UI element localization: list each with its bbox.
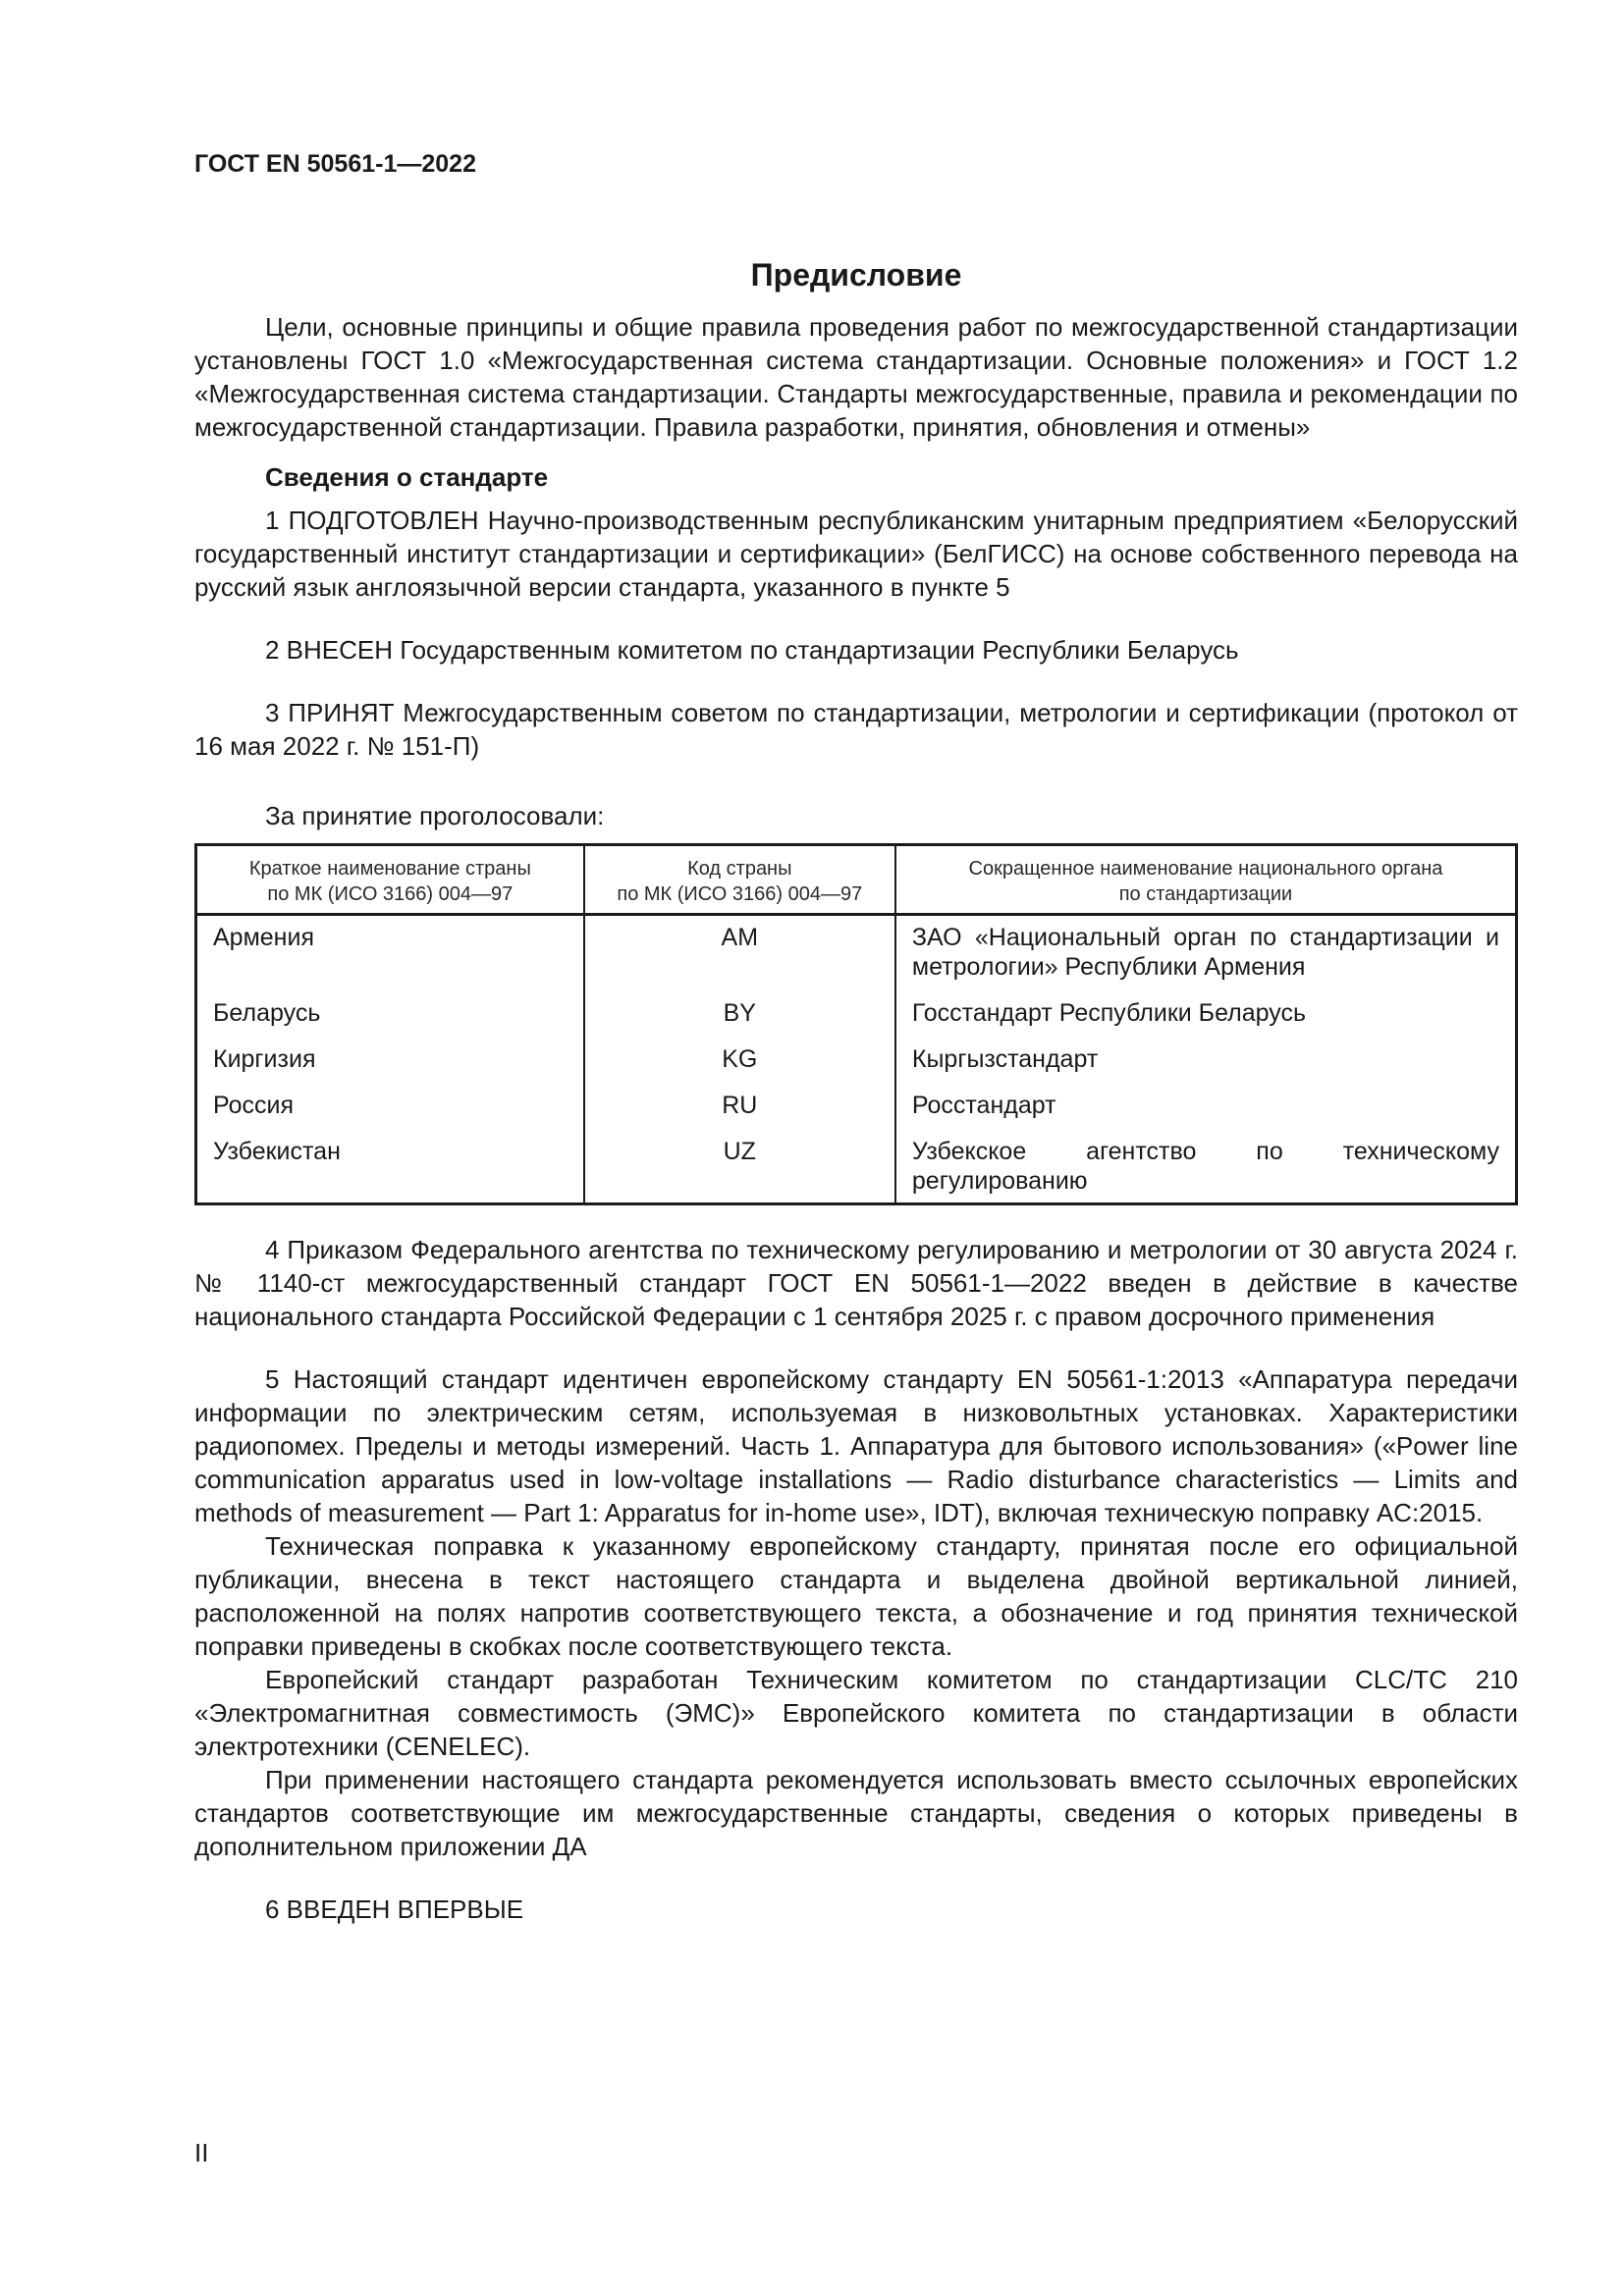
header-national-body: Сокращенное наименование национального органа по стандартизации — [895, 845, 1517, 915]
country-code-cell: KG — [584, 1038, 895, 1084]
item-3-paragraph: 3 ПРИНЯТ Межгосударственным советом по стандартизации, метрологии и сертификации (протокол от 16 мая 2022 г. № 151-П) — [194, 698, 1518, 761]
country-name-cell: Узбекистан — [196, 1130, 584, 1204]
document-page — [194, 147, 1518, 1926]
table-row — [196, 915, 1517, 992]
item-2-paragraph: 2 ВНЕСЕН Государственным комитетом по стандартизации Республики Беларусь — [265, 635, 1239, 665]
country-name-cell: Киргизия — [196, 1038, 584, 1084]
country-name-cell: Россия — [196, 1084, 584, 1130]
document-code-header: ГОСТ EN 50561-1—2022 — [194, 150, 476, 178]
country-code-cell: UZ — [584, 1130, 895, 1204]
table-row — [196, 1084, 1517, 1130]
item-1-paragraph: 1 ПОДГОТОВЛЕН Научно-производственным республиканским унитарным предприятием «Белорусский государственный институт стандартизации и сертификации» (БелГИСС) на основе собственного перевода на русский язык англоязычной версии стандарта, указанного в пункте 5 — [194, 506, 1518, 602]
intro-paragraph: Цели, основные принципы и общие правила проведения работ по межгосударственной стандартизации установлены ГОСТ 1.0 «Межгосударственная система стандартизации. Основные положения» и ГОСТ 1.2 «Межгосударственная система стандартизации. Стандарты межгосударственные, правила и рекомендации по межгосударственной стандартизации. Правила разработки, принятия, обновления и отмены» — [194, 312, 1518, 442]
item-5-amendment-paragraph: Техническая поправка к указанному европейскому стандарту, принятая после его официальной публикации, внесена в текст настоящего стандарта и выделена двойной вертикальной линией, расположенной на полях напротив соответствующего текста, а обозначение и год принятия технической поправки приведены в скобках после соответствующего текста. — [194, 1531, 1518, 1661]
national-body-cell: ЗАО «Национальный орган по стандартизации и метрологии» Республики Армения — [911, 924, 1499, 981]
page-title: Предисловие — [750, 257, 962, 293]
standard-info-heading: Сведения о стандарте — [265, 462, 549, 492]
national-body-cell: Росстандарт — [911, 1092, 1056, 1119]
item-6-paragraph: 6 ВВЕДЕН ВПЕРВЫЕ — [265, 1895, 524, 1924]
item-4-paragraph: 4 Приказом Федерального агентства по техническому регулированию и метрологии от 30 августа 2024 г. № 1140-ст межгосударственный стандарт ГОСТ EN 50561-1—2022 введен в действие в качестве национального стандарта Российской Федерации с 1 сентября 2025 г. с правом досрочного применения — [194, 1235, 1518, 1331]
table-row — [196, 991, 1517, 1038]
vote-intro-text: За принятие проголосовали: — [265, 801, 605, 830]
country-code-cell: BY — [584, 991, 895, 1038]
header-country-code: Код страны по МК (ИСО 3166) 004—97 — [584, 845, 895, 915]
item-5-usage-paragraph: При применении настоящего стандарта рекомендуется использовать вместо ссылочных европейских стандартов соответствующие им межгосударственные стандарты, сведения о которых приведены в дополнительном приложении ДА — [194, 1765, 1518, 1861]
country-code-cell: RU — [584, 1084, 895, 1130]
page-number: II — [194, 2138, 209, 2167]
item-5-committee-paragraph: Европейский стандарт разработан Техническим комитетом по стандартизации CLC/TC 210 «Электромагнитная совместимость (ЭМС)» Европейского комитета по стандартизации в области электротехники (CENELEC). — [194, 1665, 1518, 1761]
national-body-cell: Госстандарт Республики Беларусь — [911, 999, 1307, 1027]
table-row — [196, 1130, 1517, 1204]
table-row — [196, 1038, 1517, 1084]
country-code-cell: AM — [584, 915, 895, 992]
national-body-cell: Узбекское агентство по техническому регулированию — [911, 1138, 1499, 1195]
country-name-cell: Беларусь — [196, 991, 584, 1038]
table-header-row — [196, 845, 1517, 915]
header-country-name: Краткое наименование страны по МК (ИСО 3166) 004—97 — [196, 845, 584, 915]
member-states-table — [194, 843, 1518, 1205]
item-5-paragraph: 5 Настоящий стандарт идентичен европейскому стандарту EN 50561-1:2013 «Аппаратура передачи информации по электрическим сетям, используемая в низковольтных установках. Характеристики радиопомех. Пределы и методы измерений. Часть 1. Аппаратура для бытового использования» («Power line communication apparatus used in low-voltage installations — Radio disturbance characteristics — Limits and methods of measurement — Part 1: Apparatus for in-home use», IDT), включая техническую поправку AC:2015. — [194, 1364, 1518, 1527]
national-body-cell: Кыргызстандарт — [911, 1045, 1099, 1073]
country-name-cell: Армения — [196, 915, 584, 992]
